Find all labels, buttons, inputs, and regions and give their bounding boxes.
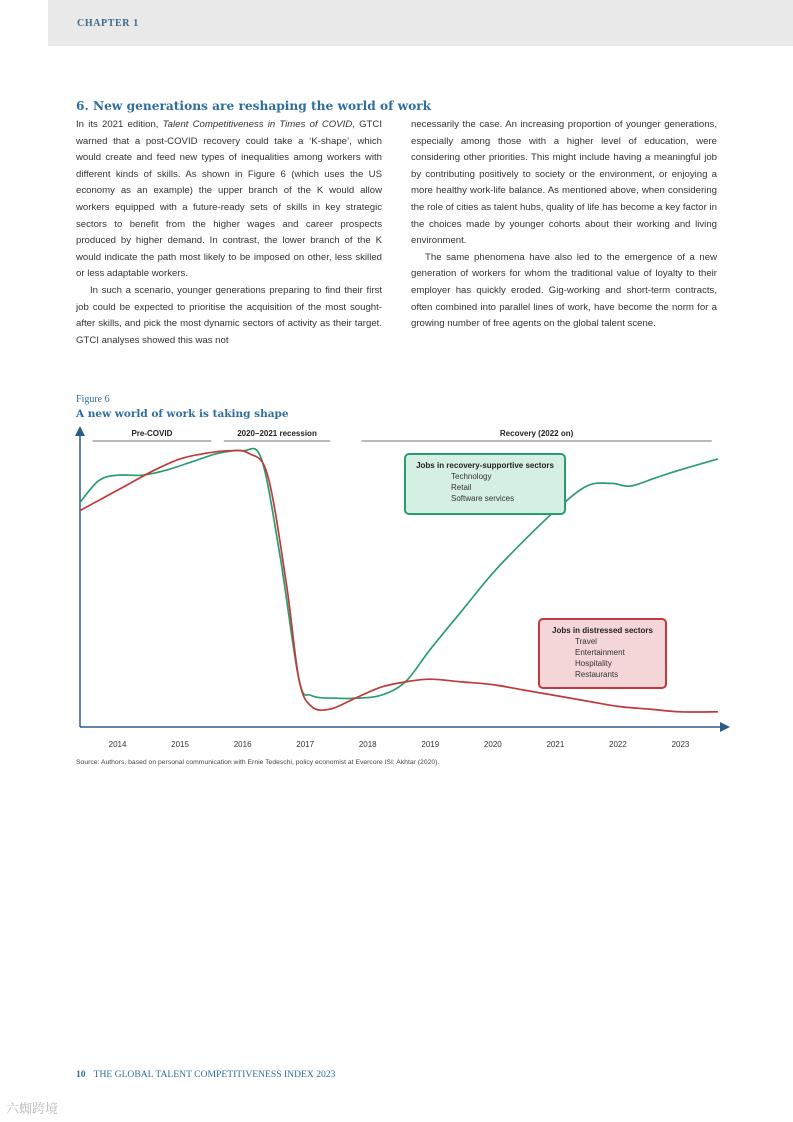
x-tick-label: 2020 (483, 740, 502, 749)
legend-box-item: Retail (451, 483, 472, 492)
period-label: Recovery (2022 on) (499, 429, 574, 438)
text-column-left (76, 117, 382, 349)
period-label: Pre-COVID (131, 429, 173, 438)
figure-source: Source: Authors, based on personal communication with Ernie Tedeschi, policy economist at Evercore ISI; Akhtar (2020). (76, 759, 440, 766)
y-axis-arrowhead (75, 426, 85, 436)
page-footer (76, 1069, 335, 1080)
x-tick-label: 2014 (108, 740, 127, 749)
x-tick-label: 2016 (233, 740, 252, 749)
report-title-italic: Talent Competitiveness in Times of COVID (162, 119, 353, 130)
period-bands (93, 429, 712, 441)
x-tick-label: 2019 (421, 740, 440, 749)
header-band (48, 0, 793, 46)
legend-box-title: Jobs in distressed sectors (552, 626, 653, 635)
figure-label: Figure 6 (76, 394, 110, 405)
period-label: 2020–2021 recession (237, 429, 317, 438)
paragraph: The same phenomena have also led to the emergence of a new generation of workers for whom the traditional value of loyalty to their employer has quickly eroded. Gig-working and short-term contracts, often combined into parallel lines of work, have become the norm for a growing number of free agents on the global talent scene. (411, 251, 717, 330)
figure-title: A new world of work is taking shape (76, 408, 289, 420)
x-tick-label: 2018 (358, 740, 377, 749)
section-title: 6. New generations are reshaping the world of work (76, 99, 432, 113)
paragraph: In its 2021 edition, Talent Competitiveness in Times of COVID, GTCI warned that a post-COVID recovery could take a ‘K-shape’, which would create and feed new types of inequalities among workers with different kinds of skills. As shown in Figure 6 (which uses the US economy as an example) the upper branch of the K would allow workers equipped with a future-ready sets of skills in key strategic sectors to benefit from the higher wages and career prospects produced by higher demand. In contrast, the lower branch of the K would indicate the path most likely to be imposed on other, less skilled or less adaptable workers. (76, 119, 382, 280)
legend-box-item: Travel (575, 637, 597, 646)
legend-box-item: Software services (451, 494, 515, 503)
legend-box-item: Restaurants (575, 670, 619, 679)
legend-box-title: Jobs in recovery-supportive sectors (416, 461, 554, 470)
paragraph: necessarily the case. An increasing proportion of younger generations, especially among those with a higher level of education, were considering other priorities. This might include having a meaningful job by contributing positively to society or the environment, or enjoying a more healthy work-life balance. As mentioned above, when considering the role of cities as talent hubs, quality of life has become a key factor in the choices made by younger cohorts about their working and living environment. (411, 119, 717, 247)
text-column-right (411, 117, 717, 333)
x-tick-label: 2022 (609, 740, 627, 749)
paragraph: In such a scenario, younger generations preparing to find their first job could be expected to prioritise the acquisition of the most sought-after skills, and pick the most dynamic sectors of activity as their target. GTCI analyses showed this was not (76, 284, 382, 346)
distressed-sectors-box (539, 619, 666, 688)
x-tick-label: 2017 (296, 740, 315, 749)
legend-boxes (405, 454, 666, 688)
legend-box-item: Technology (451, 472, 492, 481)
page-number: 10 (76, 1069, 86, 1080)
x-tick-label: 2023 (671, 740, 690, 749)
x-tick-label: 2021 (546, 740, 565, 749)
k-shape-chart (0, 420, 793, 755)
recovery-sectors-box (405, 454, 565, 514)
x-tick-label: 2015 (171, 740, 189, 749)
legend-box-item: Entertainment (575, 648, 625, 657)
watermark: 六蜘跨境 (6, 1101, 59, 1116)
x-tick-labels (109, 740, 690, 749)
publication-title: THE GLOBAL TALENT COMPETITIVENESS INDEX 2023 (93, 1069, 336, 1080)
chapter-label: CHAPTER 1 (77, 18, 139, 29)
legend-box-item: Hospitality (575, 659, 612, 668)
x-axis-arrowhead (720, 722, 730, 732)
